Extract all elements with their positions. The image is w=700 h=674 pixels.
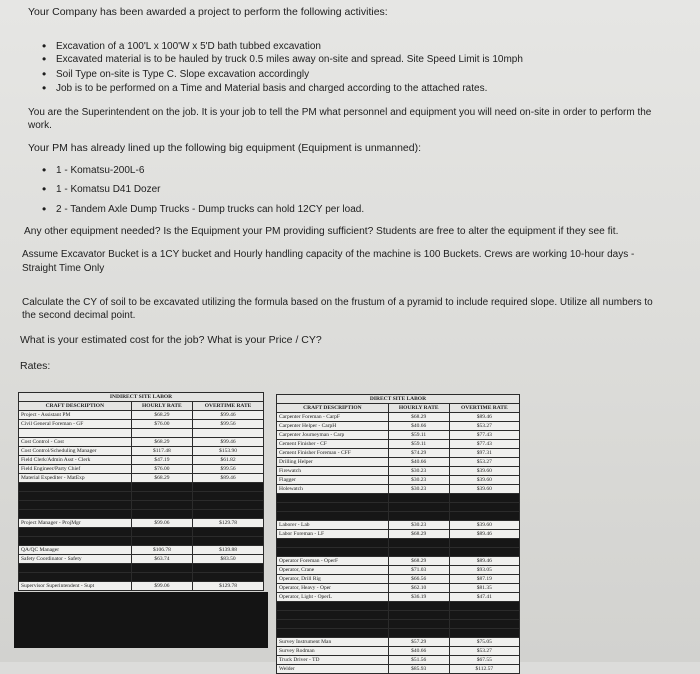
overtime-cell: $89.46	[449, 557, 519, 566]
activity-item: • Excavation of a 100'L x 100'W x 5'D bath tubbed excavation	[56, 40, 321, 53]
overtime-cell: $61.82	[193, 456, 264, 465]
hourly-cell: $30.23	[388, 467, 449, 476]
table-row	[277, 584, 520, 593]
hourly-cell: $71.03	[388, 566, 449, 575]
overtime-cell: $89.46	[193, 474, 264, 483]
craft-cell: Supervisor Superintendent - Supt	[19, 582, 132, 591]
redacted-row	[19, 537, 264, 546]
superintendent-text: You are the Superintendent on the job. It is your job to tell the PM what personnel and equipment you will need on-site in order to perform the	[28, 107, 652, 118]
table-row	[277, 467, 520, 476]
craft-cell: Carpenter Journeyman - Carp	[277, 431, 389, 440]
redacted-row	[19, 492, 264, 501]
equipment-item: • 2 - Tandem Axle Dump Trucks - Dump trucks can hold 12CY per load.	[56, 203, 364, 216]
overtime-cell: $39.60	[449, 476, 519, 485]
hourly-cell: $40.66	[388, 647, 449, 656]
redacted-row	[19, 483, 264, 492]
craft-cell: Survey Rodman	[277, 647, 389, 656]
table-row	[277, 431, 520, 440]
hourly-cell: $36.19	[388, 593, 449, 602]
question-text: What is your estimated cost for the job? What is your Price / CY?	[20, 334, 322, 346]
table-row	[277, 413, 520, 422]
overtime-cell: $83.50	[193, 555, 264, 564]
rates-label: Rates:	[20, 360, 51, 372]
activity-item: • Job is to be performed on a Time and Material basis and charged according to the attached rates.	[56, 82, 487, 95]
craft-cell: Survey Instrument Man	[277, 638, 389, 647]
overtime-cell: $47.41	[449, 593, 519, 602]
craft-cell: Cost Control/Scheduling Manager	[19, 447, 132, 456]
hourly-cell: $68.29	[131, 438, 192, 447]
overtime-cell: $77.43	[449, 431, 519, 440]
redacted-row	[19, 510, 264, 519]
hourly-cell: $76.00	[131, 465, 192, 474]
table-row	[277, 656, 520, 665]
table-row	[19, 582, 264, 591]
craft-cell: Cement Finisher - CF	[277, 440, 389, 449]
overtime-cell: $99.46	[193, 438, 264, 447]
overtime-cell: $129.78	[193, 519, 264, 528]
redacted-row	[277, 539, 520, 548]
craft-cell: Field Clerk/Admin Asst - Clerk	[19, 456, 132, 465]
redacted-row	[19, 564, 264, 573]
table-row	[19, 420, 264, 429]
hourly-cell: $76.00	[131, 420, 192, 429]
redacted-row	[277, 629, 520, 638]
hourly-cell: $99.06	[131, 582, 192, 591]
overtime-cell: $67.55	[449, 656, 519, 665]
redacted-row	[19, 501, 264, 510]
craft-cell: Civil General Foreman - GF	[19, 420, 132, 429]
hourly-cell: $68.29	[131, 411, 192, 420]
col-hourly-rate: HOURLY RATE	[131, 402, 192, 411]
hourly-cell: $68.29	[131, 474, 192, 483]
table-row	[19, 519, 264, 528]
table-row	[19, 438, 264, 447]
craft-cell: Carpenter Foreman - CarpF	[277, 413, 389, 422]
hourly-cell: $51.56	[388, 656, 449, 665]
craft-cell: Field Engineer/Party Chief	[19, 465, 132, 474]
overtime-cell: $99.56	[193, 465, 264, 474]
overtime-cell: $39.60	[449, 467, 519, 476]
craft-cell: Firewatch	[277, 467, 389, 476]
other-equipment-text: Any other equipment needed? Is the Equipment your PM providing sufficient? Students are free to alter the equipment if they see fit.	[24, 226, 619, 237]
table-row	[277, 638, 520, 647]
overtime-cell: $87.19	[449, 575, 519, 584]
redacted-row	[277, 611, 520, 620]
direct-labor-table	[276, 394, 520, 674]
craft-cell: Operator, Drill Rig	[277, 575, 389, 584]
craft-cell: QA/QC Manager	[19, 546, 132, 555]
col-overtime-rate: OVERTIME RATE	[449, 404, 519, 413]
superintendent-text-cont: work.	[28, 120, 52, 131]
table-row	[277, 557, 520, 566]
overtime-cell: $99.46	[193, 411, 264, 420]
redacted-row	[19, 528, 264, 537]
craft-cell: Laborer - Lab	[277, 521, 389, 530]
table-row	[19, 456, 264, 465]
table-row	[19, 465, 264, 474]
craft-cell: Holewatch	[277, 485, 389, 494]
hourly-cell: $106.78	[131, 546, 192, 555]
craft-cell: Operator, Crane	[277, 566, 389, 575]
table-row	[277, 665, 520, 674]
redacted-row	[277, 503, 520, 512]
craft-cell: Operator, Heavy - Oper	[277, 584, 389, 593]
redacted-row	[277, 548, 520, 557]
craft-cell: Welder	[277, 665, 389, 674]
craft-cell: Project - Assistant PM	[19, 411, 132, 420]
overtime-cell: $75.05	[449, 638, 519, 647]
redacted-row	[277, 512, 520, 521]
hourly-cell: $30.23	[388, 485, 449, 494]
intro-text: Your Company has been awarded a project to perform the following activities:	[28, 6, 388, 18]
craft-cell: Project Manager - ProjMgr	[19, 519, 132, 528]
col-craft-description: CRAFT DESCRIPTION	[277, 404, 389, 413]
craft-cell: Drilling Helper	[277, 458, 389, 467]
hourly-cell: $99.06	[131, 519, 192, 528]
table-row	[19, 411, 264, 420]
hourly-cell: $63.74	[131, 555, 192, 564]
equipment-item: • 1 - Komatsu-200L-6	[56, 164, 144, 177]
table-row	[277, 449, 520, 458]
overtime-cell: $112.57	[449, 665, 519, 674]
hourly-cell: $40.66	[388, 458, 449, 467]
col-hourly-rate: HOURLY RATE	[388, 404, 449, 413]
assume-text-cont: Straight Time Only	[22, 263, 105, 274]
table-row	[277, 485, 520, 494]
hourly-cell: $66.56	[388, 575, 449, 584]
craft-cell: Cost Control - Cost	[19, 438, 132, 447]
table-row	[277, 575, 520, 584]
hourly-cell: $47.19	[131, 456, 192, 465]
overtime-cell: $153.90	[193, 447, 264, 456]
table-row	[277, 458, 520, 467]
overtime-cell: $77.43	[449, 440, 519, 449]
overtime-cell: $53.27	[449, 647, 519, 656]
indirect-table-title: INDIRECT SITE LABOR	[19, 393, 264, 402]
craft-cell: Labor Foreman - LF	[277, 530, 389, 539]
redacted-row	[277, 494, 520, 503]
redacted-row	[277, 602, 520, 611]
redacted-row	[19, 573, 264, 582]
redacted-row	[277, 620, 520, 629]
table-row	[19, 546, 264, 555]
hourly-cell: $40.66	[388, 422, 449, 431]
craft-cell: Material Expediter - MatExp	[19, 474, 132, 483]
assume-text: Assume Excavator Bucket is a 1CY bucket and Hourly handling capacity of the machine is 100 Buckets. Crews are working 10-hour days -	[22, 249, 635, 260]
calculate-text: Calculate the CY of soil to be excavated utilizing the formula based on the frustum of a pyramid to include required slope. Utilize all numbers to	[22, 297, 653, 308]
table-row	[19, 447, 264, 456]
table-row	[277, 530, 520, 539]
table-row	[19, 474, 264, 483]
hourly-cell: $59.11	[388, 431, 449, 440]
indirect-labor-table	[18, 392, 264, 591]
craft-cell: Cement Finisher Foreman - CFF	[277, 449, 389, 458]
overtime-cell: $89.46	[449, 413, 519, 422]
table-row	[19, 555, 264, 564]
craft-cell: Truck Driver - TD	[277, 656, 389, 665]
overtime-cell: $53.27	[449, 458, 519, 467]
hourly-cell: $30.23	[388, 521, 449, 530]
overtime-cell: $93.05	[449, 566, 519, 575]
direct-table-title: DIRECT SITE LABOR	[277, 395, 520, 404]
hourly-cell: $57.29	[388, 638, 449, 647]
overtime-cell: $39.60	[449, 521, 519, 530]
table-row	[277, 440, 520, 449]
hourly-cell: $68.29	[388, 413, 449, 422]
hourly-cell: $68.29	[388, 557, 449, 566]
craft-cell: Carpenter Helper - CarpH	[277, 422, 389, 431]
table-row	[277, 422, 520, 431]
craft-cell: Safety Coordinator - Safety	[19, 555, 132, 564]
hourly-cell: $117.48	[131, 447, 192, 456]
redaction-block	[14, 592, 268, 648]
calculate-text-cont: the second decimal point.	[22, 310, 136, 321]
overtime-cell: $129.78	[193, 582, 264, 591]
activity-item: • Excavated material is to be hauled by truck 0.5 miles away on-site and spread. Site Speed Limit is 10mph	[56, 53, 523, 66]
hourly-cell: $59.11	[388, 440, 449, 449]
hourly-cell: $68.29	[388, 530, 449, 539]
col-overtime-rate: OVERTIME RATE	[193, 402, 264, 411]
craft-cell: Flagger	[277, 476, 389, 485]
hourly-cell: $85.93	[388, 665, 449, 674]
hourly-cell: $62.10	[388, 584, 449, 593]
craft-cell: Operator Foreman - OperF	[277, 557, 389, 566]
table-row	[277, 566, 520, 575]
overtime-cell: $89.46	[449, 530, 519, 539]
col-craft-description: CRAFT DESCRIPTION	[19, 402, 132, 411]
hourly-cell: $74.29	[388, 449, 449, 458]
equipment-item: • 1 - Komatsu D41 Dozer	[56, 183, 161, 196]
overtime-cell: $99.56	[193, 420, 264, 429]
table-row	[277, 647, 520, 656]
table-row	[277, 476, 520, 485]
overtime-cell: $139.88	[193, 546, 264, 555]
overtime-cell: $97.31	[449, 449, 519, 458]
overtime-cell: $53.27	[449, 422, 519, 431]
overtime-cell: $39.60	[449, 485, 519, 494]
hourly-cell: $30.23	[388, 476, 449, 485]
overtime-cell: $81.35	[449, 584, 519, 593]
table-row	[277, 521, 520, 530]
table-row	[277, 593, 520, 602]
craft-cell: Operator, Light - OperL	[277, 593, 389, 602]
pm-equipment-text: Your PM has already lined up the following big equipment (Equipment is unmanned):	[28, 142, 422, 154]
activity-item: • Soil Type on-site is Type C. Slope excavation accordingly	[56, 68, 309, 81]
